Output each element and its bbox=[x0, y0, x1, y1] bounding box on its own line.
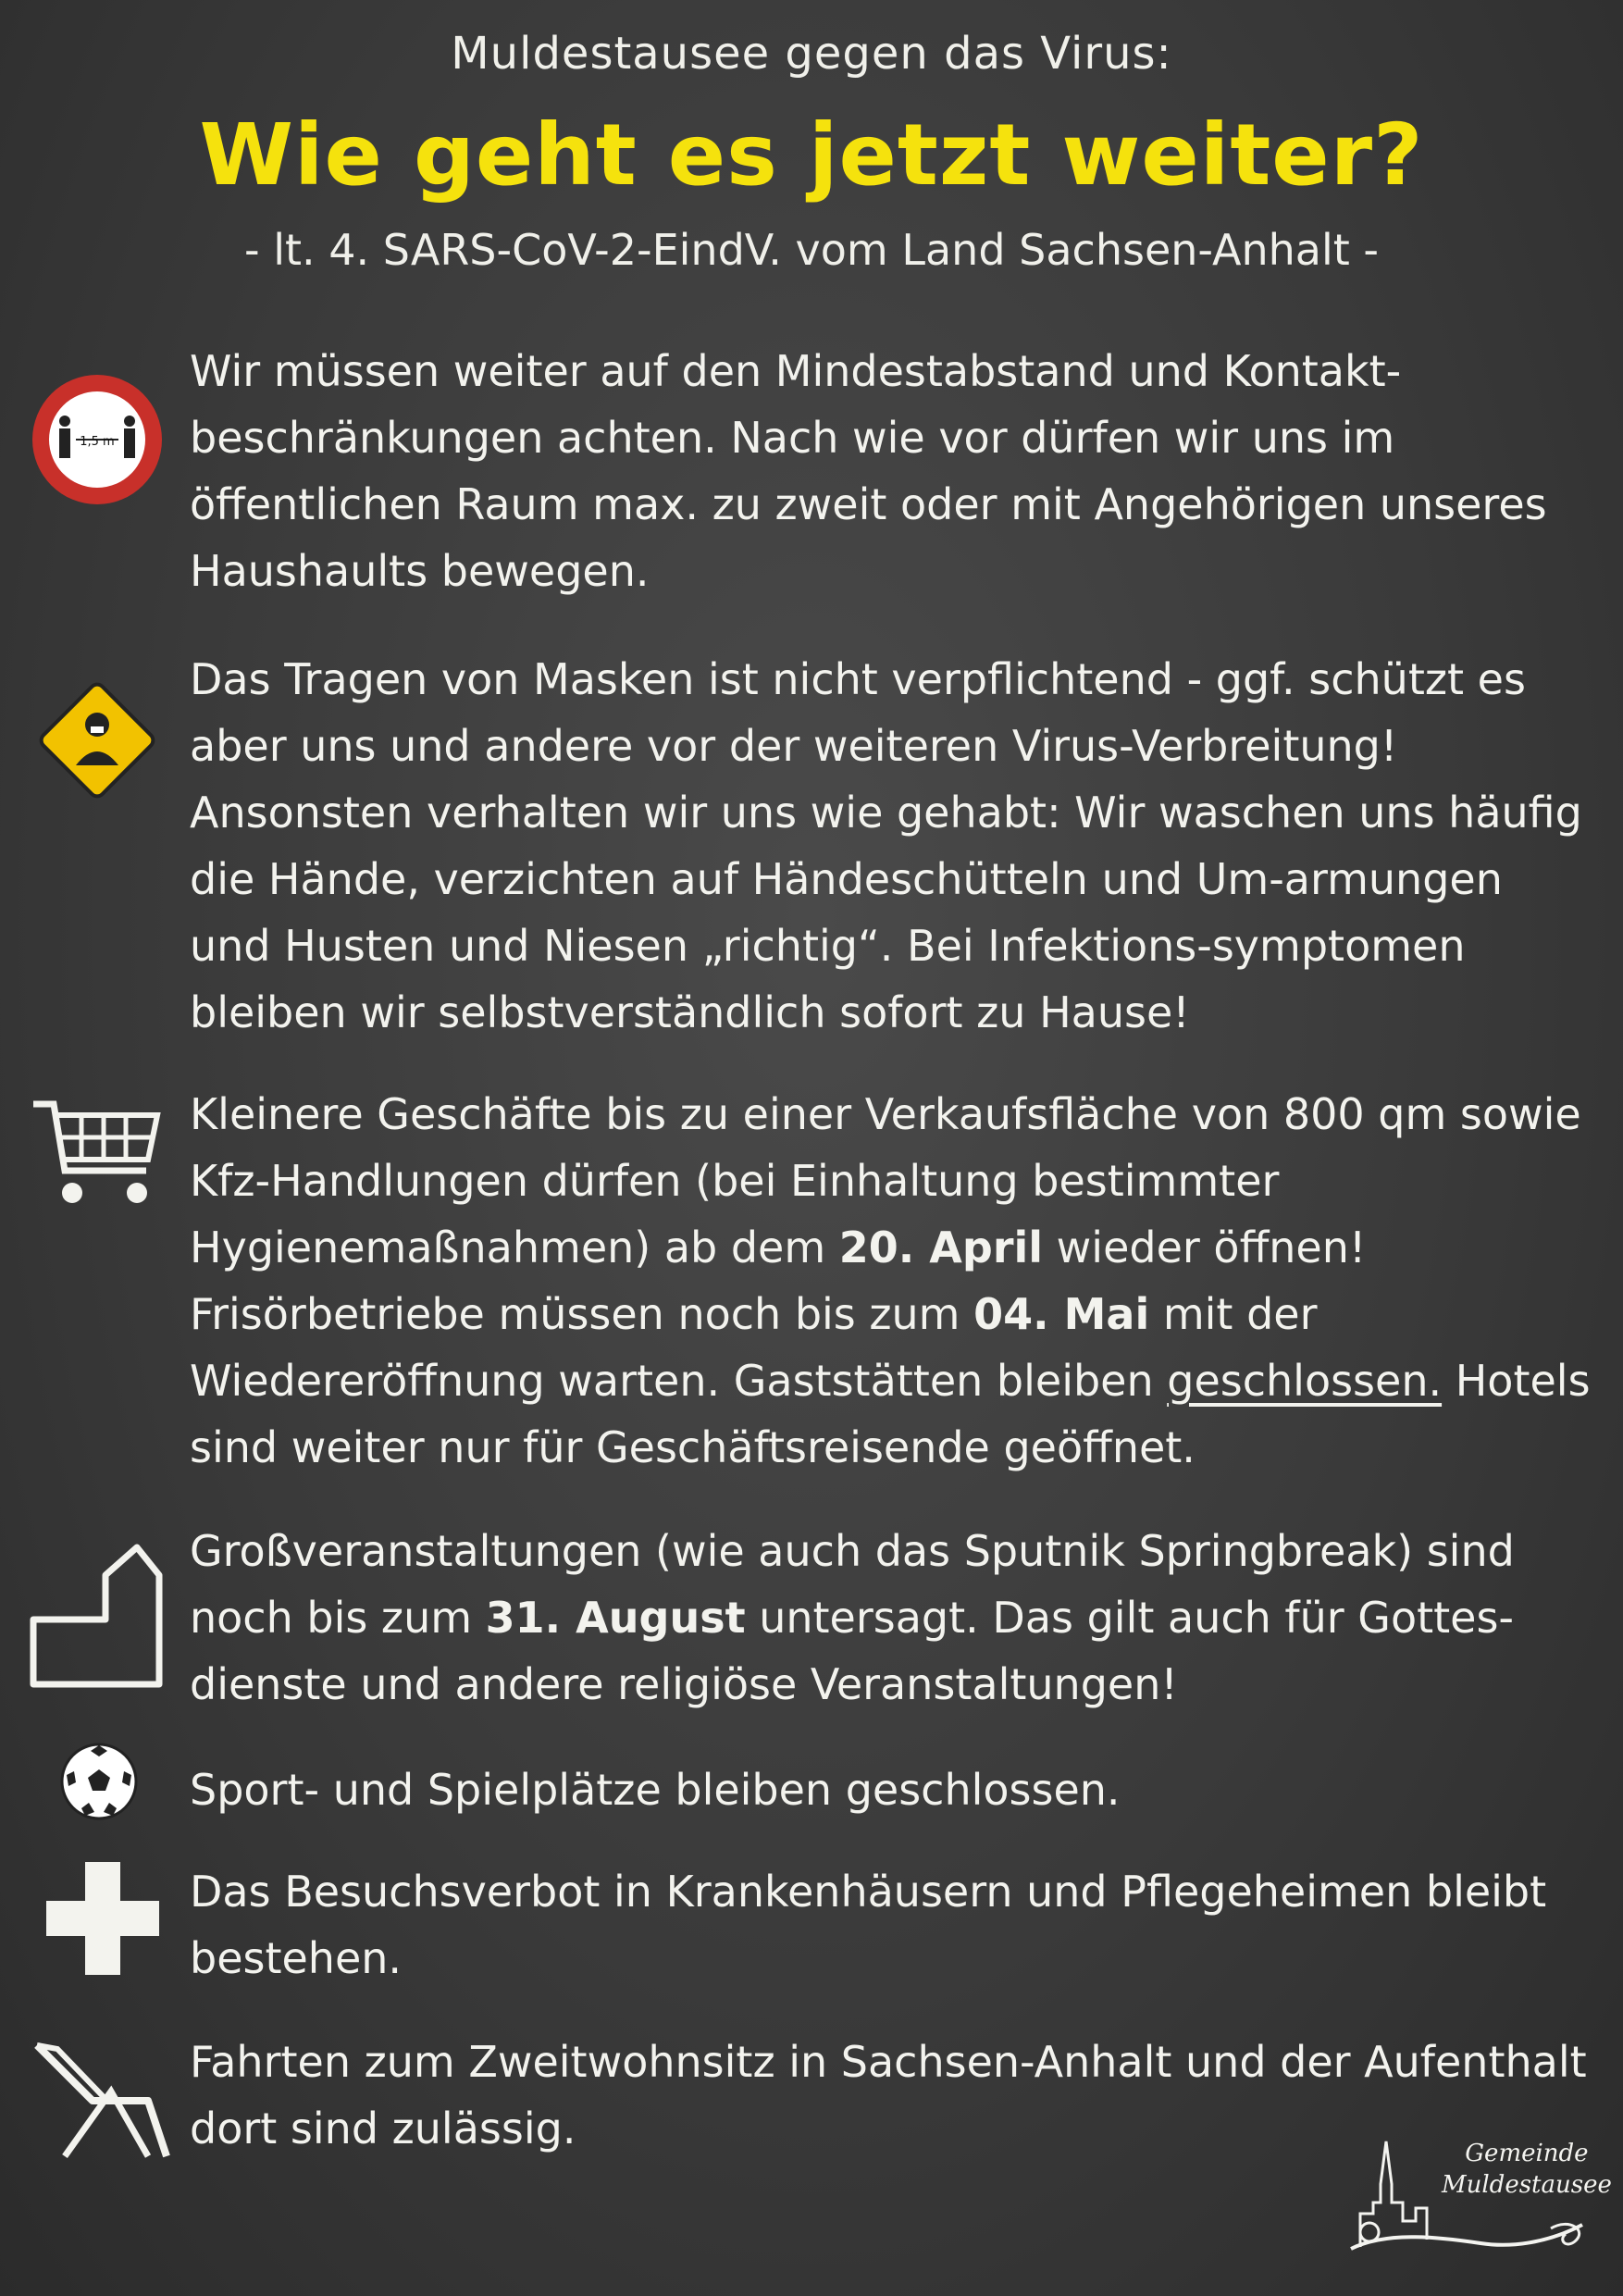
hospitals-text: Das Besuchsverbot in Krankenhäusern und Pflegeheimen bleibt bestehen. bbox=[190, 1867, 1547, 1983]
logo-line-2: Muldestausee bbox=[1442, 2171, 1612, 2199]
events-text-part1: Großveranstaltungen (wie auch das Sputnik Springbreak) sind noch bis zum bbox=[190, 1526, 1515, 1643]
masks-text: Das Tragen von Masken ist nicht verpflichtend - ggf. schützt es aber uns und andere vor der weiteren Virus-Verbreitung! Ansonsten verhalten wir uns wie gehabt: Wir waschen uns häufig die Hände, verzichten auf Händeschütteln und Um-armungen und Husten und Niesen „richtig“. Bei Infektions-symptomen bleiben wir selbstverständlich sofort zu Hause! bbox=[190, 654, 1582, 1037]
shopping-cart-icon bbox=[28, 1097, 167, 1221]
logo-line-1: Gemeinde bbox=[1465, 2140, 1589, 2167]
date-august-31: 31. August bbox=[485, 1593, 746, 1643]
distance-text: Wir müssen weiter auf den Mindestabstand und Kontakt-beschränkungen achten. Nach wie vor dürfen wir uns im öffentlichen Raum max. zu zweit oder mit Angehörigen unseres Haushaults bewegen. bbox=[190, 346, 1547, 596]
sports-text: Sport- und Spielplätze bleiben geschlossen. bbox=[190, 1765, 1121, 1815]
travel-text: Fahrten zum Zweitwohnsitz in Sachsen-Anhalt und der Aufenthalt dort sind zulässig. bbox=[190, 2037, 1587, 2153]
date-may-04: 04. Mai bbox=[973, 1289, 1150, 1339]
logo-text bbox=[1442, 2138, 1612, 2201]
closed-emphasis: geschlossen. bbox=[1167, 1356, 1443, 1406]
header bbox=[0, 28, 1623, 275]
subtitle: - lt. 4. SARS-CoV-2-EindV. vom Land Sachsen-Anhalt - bbox=[244, 225, 1379, 275]
shops-text-part1: Kleinere Geschäfte bis zu einer Verkaufsfläche von 800 qm sowie Kfz-Handlungen dürfen (bei Einhaltung bestimmter Hygienemaßnahmen) ab dem bbox=[190, 1089, 1581, 1272]
section-distance bbox=[190, 338, 1596, 604]
section-masks bbox=[190, 646, 1596, 1046]
shops-text-part2: wieder öffnen! Frisörbetriebe müssen noch bis zum bbox=[190, 1222, 1367, 1339]
section-events bbox=[190, 1518, 1596, 1718]
deck-chair-icon bbox=[28, 2036, 176, 2169]
sign-label: 1,5 m bbox=[80, 435, 115, 449]
soccer-ball-icon bbox=[57, 1740, 141, 1827]
date-april-20: 20. April bbox=[838, 1222, 1044, 1272]
municipality-logo bbox=[1332, 2128, 1612, 2267]
church-icon bbox=[28, 1536, 167, 1697]
shops-text-part3: mit der Wiedereröffnung warten. Gaststätten bleiben bbox=[190, 1289, 1318, 1406]
events-text bbox=[190, 1518, 1596, 1718]
section-sports bbox=[190, 1756, 1596, 1823]
mask-warning-icon bbox=[28, 671, 167, 813]
medical-cross-icon bbox=[46, 1862, 159, 1979]
distance-sign-icon bbox=[28, 370, 167, 513]
kicker: Muldestausee gegen das Virus: bbox=[451, 28, 1172, 80]
events-text-part2: untersagt. Das gilt auch für Gottes-dienste und andere religiöse Veranstaltungen! bbox=[190, 1593, 1515, 1709]
shops-text bbox=[190, 1081, 1596, 1481]
section-shops bbox=[190, 1081, 1596, 1481]
section-hospitals bbox=[190, 1858, 1596, 1992]
page-title: Wie geht es jetzt weiter? bbox=[199, 105, 1424, 205]
shops-text-part4: Hotels sind weiter nur für Geschäftsreisende geöffnet. bbox=[190, 1356, 1591, 1472]
